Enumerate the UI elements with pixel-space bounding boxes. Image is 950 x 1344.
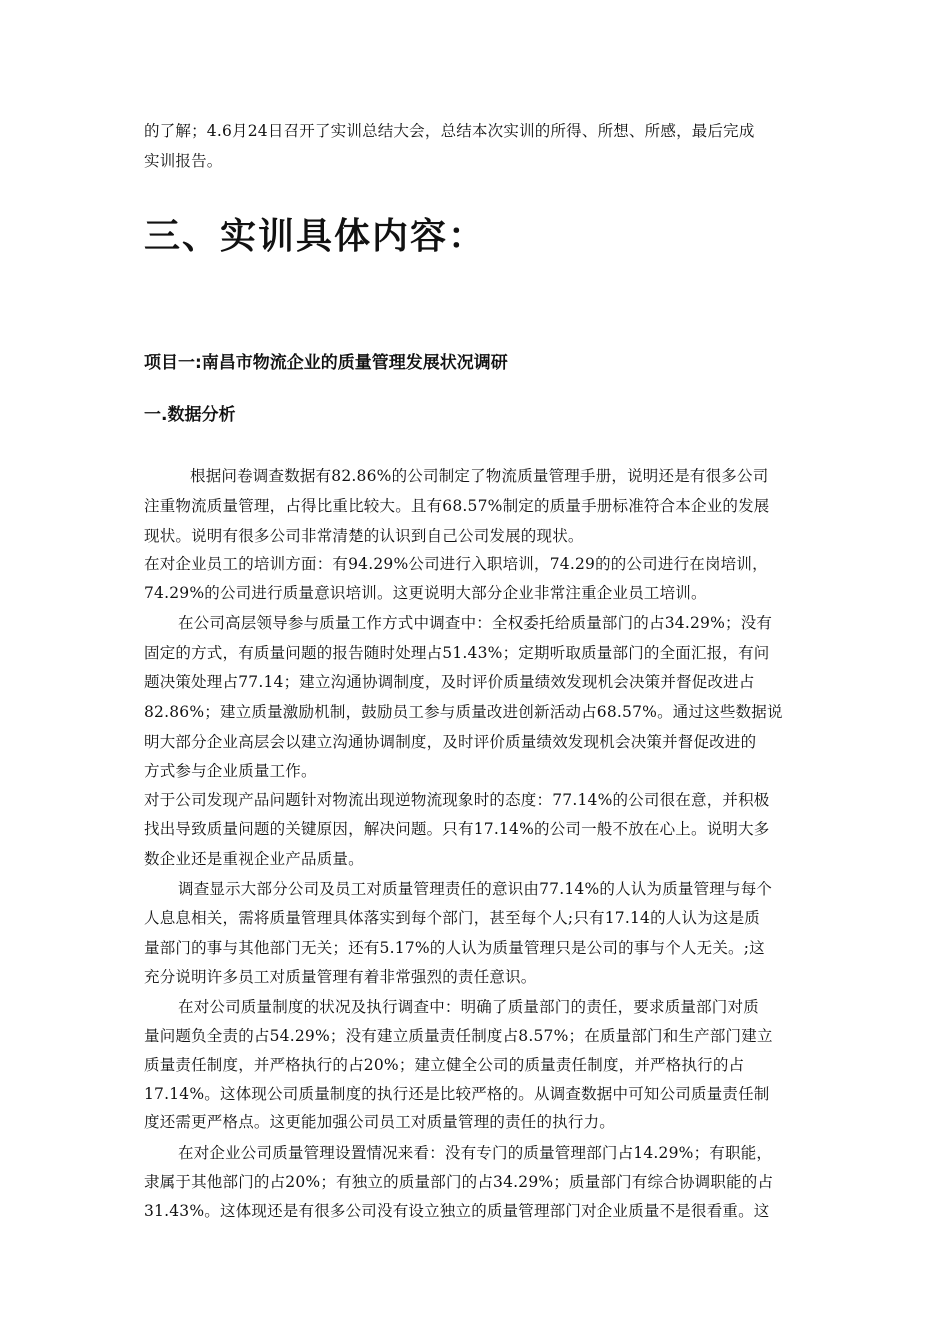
intro-line: 的了解；4.6月24日召开了实训总结大会，总结本次实训的所得、所想、所感，最后完成 xyxy=(144,122,755,140)
project-title: 项目一:南昌市物流企业的质量管理发展状况调研 xyxy=(144,353,508,373)
body-line: 在公司高层领导参与质量工作方式中调查中：全权委托给质量部门的占34.29%；没有 xyxy=(178,614,773,632)
subsection-title: 一.数据分析 xyxy=(144,405,236,425)
body-line: 隶属于其他部门的占20%；有独立的质量部门的占34.29%；质量部门有综合协调职能的占 xyxy=(144,1173,774,1191)
body-line: 在对公司质量制度的状况及执行调查中：明确了质量部门的责任，要求质量部门对质 xyxy=(178,998,759,1016)
body-line: 找出导致质量问题的关键原因，解决问题。只有17.14%的公司一般不放在心上。说明大多 xyxy=(144,820,770,838)
body-line: 量问题负全责的占54.29%；没有建立质量责任制度占8.57%；在质量部门和生产部门建立 xyxy=(144,1027,773,1045)
body-line: 方式参与企业质量工作。 xyxy=(144,762,317,780)
body-line: 题决策处理占77.14；建立沟通协调制度，及时评价质量绩效发现机会决策并督促改进占 xyxy=(144,673,755,691)
body-line: 在对企业员工的培训方面：有94.29%公司进行入职培训，74.29的的公司进行在岗培训， xyxy=(144,555,768,573)
body-line: 充分说明许多员工对质量管理有着非常强烈的责任意识。 xyxy=(144,968,537,986)
body-line: 度还需更严格点。这更能加强公司员工对质量管理的责任的执行力。 xyxy=(144,1113,616,1131)
intro-line: 实训报告。 xyxy=(144,152,223,170)
body-line: 现状。说明有很多公司非常清楚的认识到自己公司发展的现状。 xyxy=(144,527,584,545)
body-line: 固定的方式，有质量问题的报告随时处理占51.43%；定期听取质量部门的全面汇报，有问 xyxy=(144,644,770,662)
body-line: 数企业还是重视企业产品质量。 xyxy=(144,850,364,868)
body-line: 31.43%。这体现还是有很多公司没有设立独立的质量管理部门对企业质量不是很看重。这 xyxy=(144,1202,770,1220)
body-line: 17.14%。这体现公司质量制度的执行还是比较严格的。从调查数据中可知公司质量责任制 xyxy=(144,1085,770,1103)
body-line: 明大部分企业高层会以建立沟通协调制度，及时评价质量绩效发现机会决策并督促改进的 xyxy=(144,733,757,751)
body-line: 量部门的事与其他部门无关；还有5.17%的人认为质量管理只是公司的事与个人无关。;这 xyxy=(144,939,765,957)
body-line: 根据问卷调查数据有82.86%的公司制定了物流质量管理手册，说明还是有很多公司 xyxy=(190,467,769,485)
body-line: 注重物流质量管理，占得比重比较大。且有68.57%制定的质量手册标准符合本企业的发展 xyxy=(144,497,770,515)
body-line: 质量责任制度，并严格执行的占20%；建立健全公司的质量责任制度，并严格执行的占 xyxy=(144,1056,745,1074)
body-line: 人息息相关，需将质量管理具体落实到每个部门，甚至每个人;只有17.14的人认为这是质 xyxy=(144,909,760,927)
body-line: 调查显示大部分公司及员工对质量管理责任的意识由77.14%的人认为质量管理与每个 xyxy=(178,880,773,898)
body-line: 对于公司发现产品问题针对物流出现逆物流现象时的态度：77.14%的公司很在意，并积极 xyxy=(144,791,770,809)
body-line: 在对企业公司质量管理设置情况来看：没有专门的质量管理部门占14.29%；有职能， xyxy=(178,1144,773,1162)
section-title: 三、实训具体内容： xyxy=(144,216,487,257)
body-line: 74.29%的公司进行质量意识培训。这更说明大部分企业非常注重企业员工培训。 xyxy=(144,584,707,602)
body-line: 82.86%；建立质量激励机制，鼓励员工参与质量改进创新活动占68.57%。通过这些数据说 xyxy=(144,703,783,721)
